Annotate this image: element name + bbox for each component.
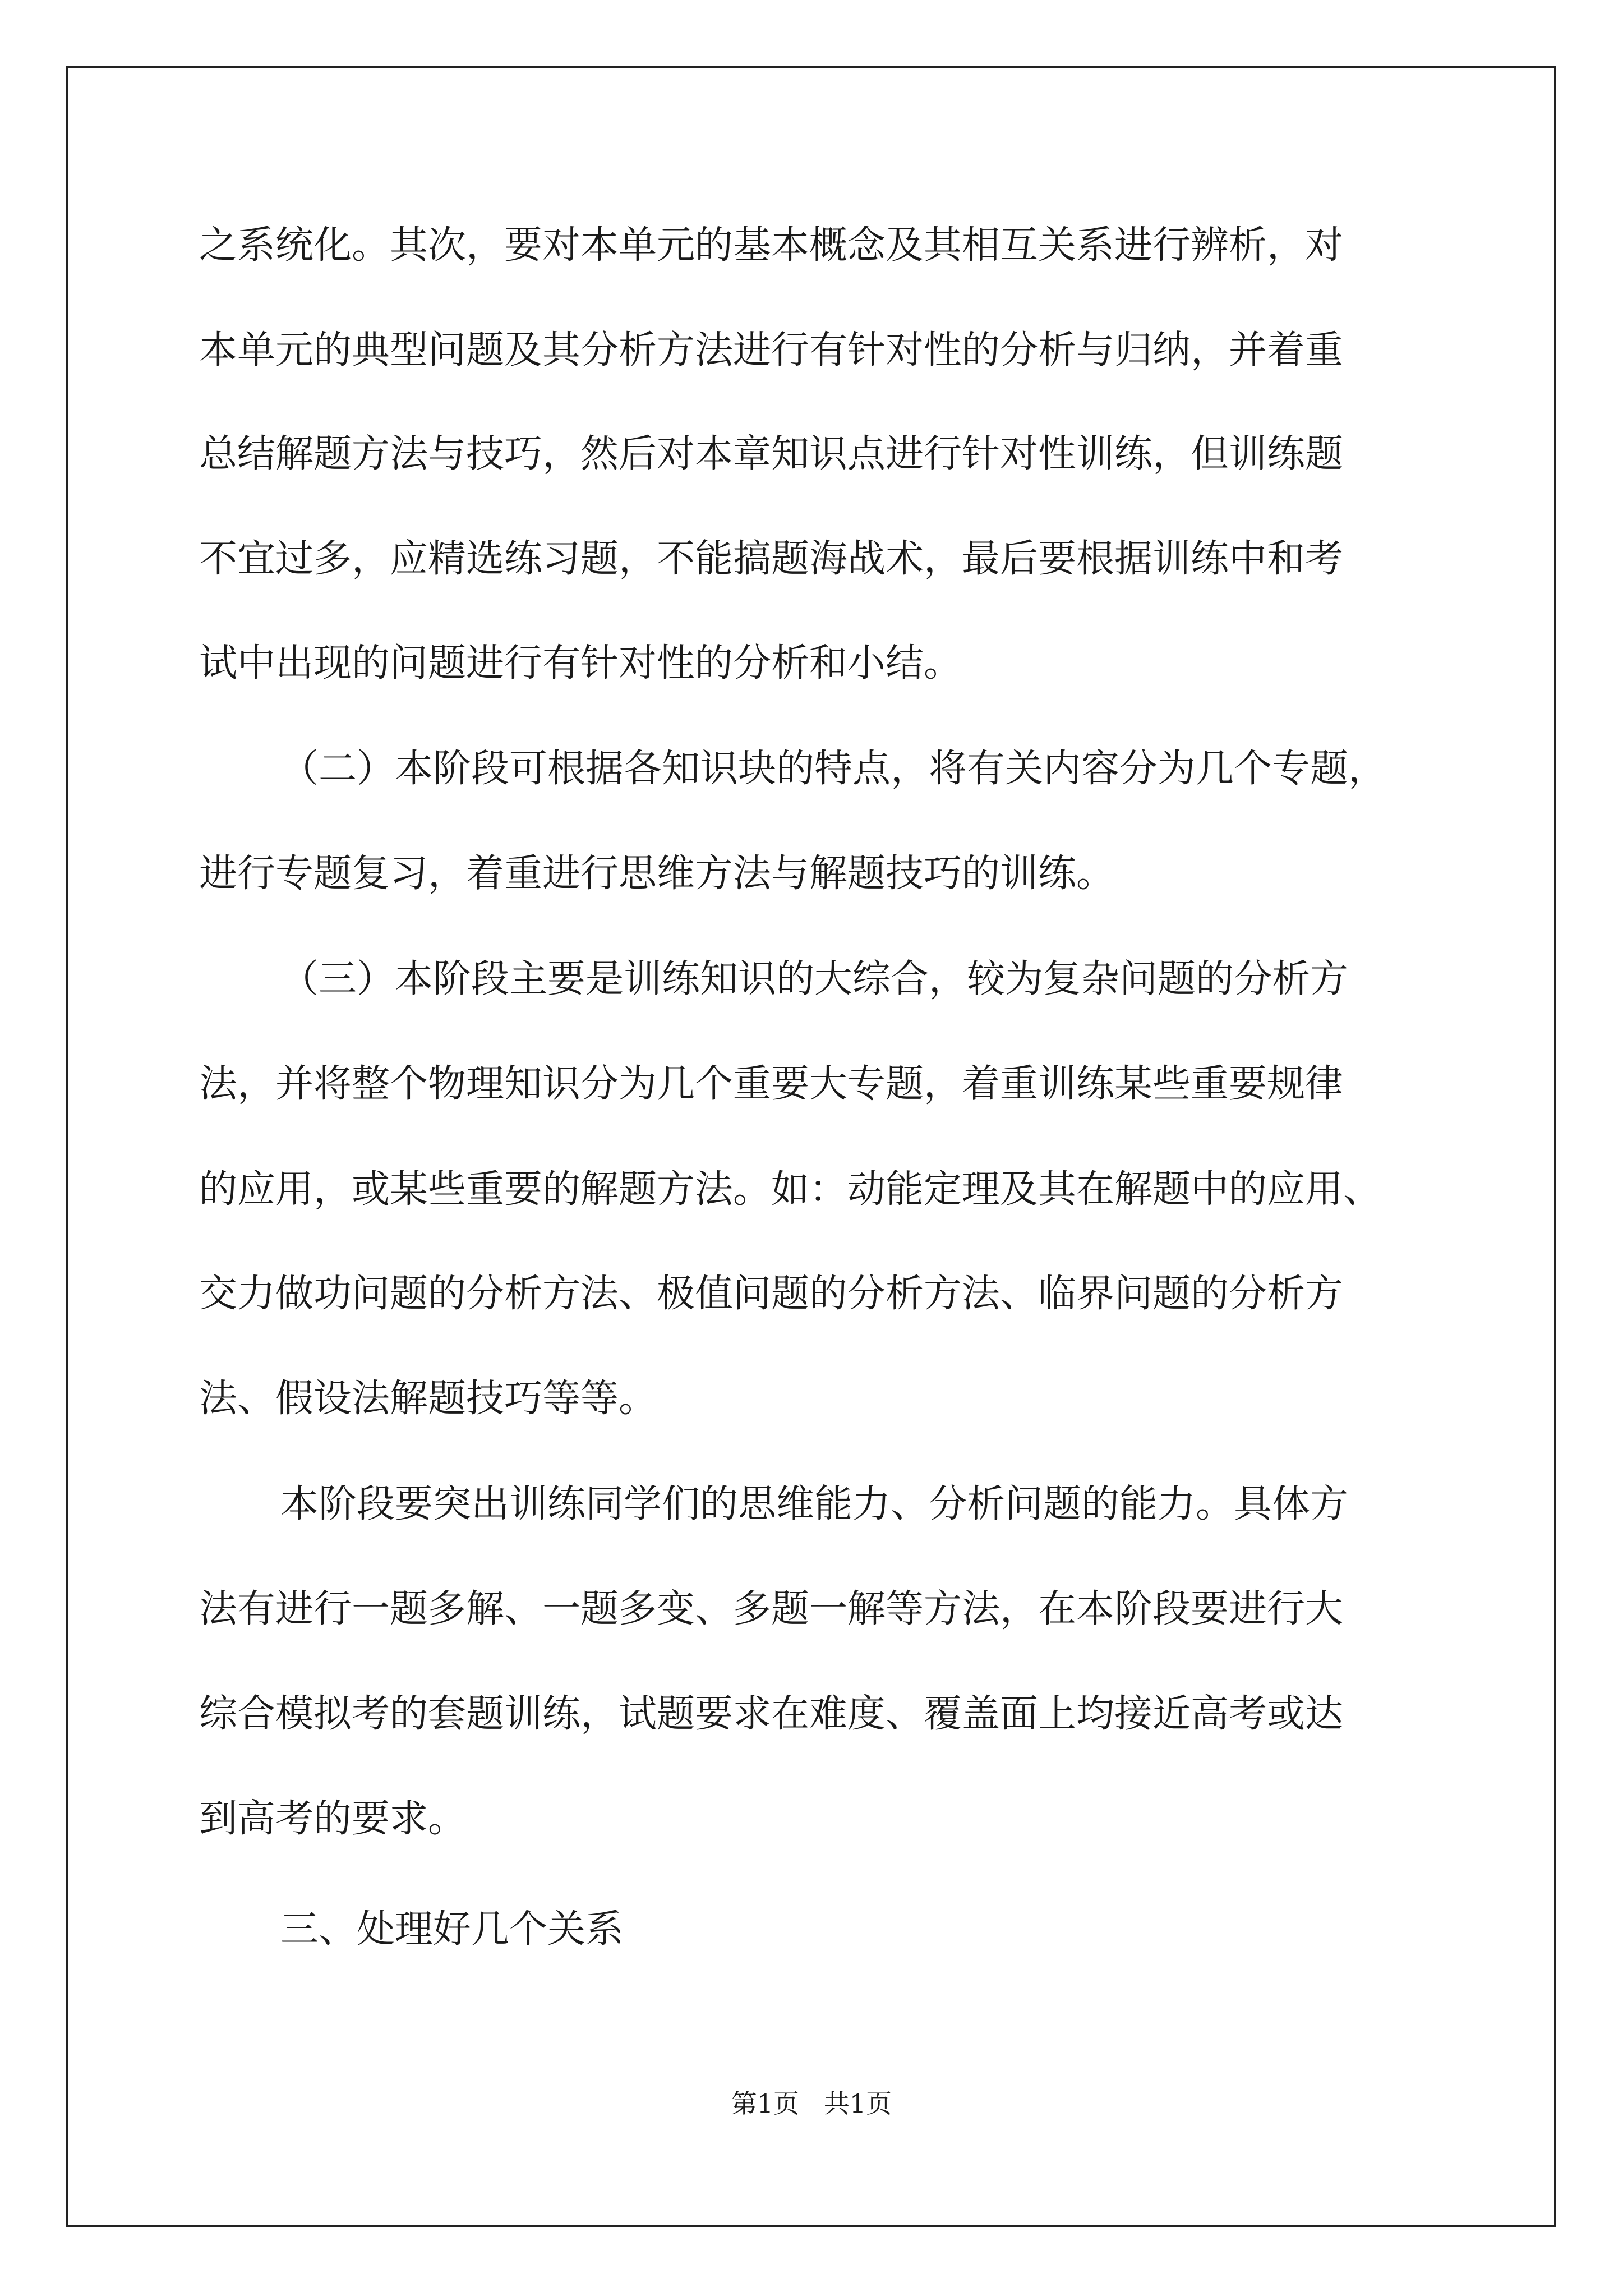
text-line: 试中出现的问题进行有针对性的分析和小结。 <box>199 641 962 685</box>
text-line: 法有进行一题多解、一题多变、多题一解等方法，在本阶段要进行大 <box>199 1587 1344 1631</box>
page-footer: 第1页 共1页 <box>731 2088 892 2119</box>
text-line: 进行专题复习，着重进行思维方法与解题技巧的训练。 <box>199 852 1115 896</box>
text-line: 到高考的要求。 <box>199 1797 467 1841</box>
text-line: 本单元的典型问题及其分析方法进行有针对性的分析与归纳，并着重 <box>199 328 1344 372</box>
text-line: 总结解题方法与技巧，然后对本章知识点进行针对性训练，但训练题 <box>199 432 1344 476</box>
page-border <box>66 66 1556 2227</box>
section-heading: 三、处理好几个关系 <box>280 1907 624 1952</box>
paragraph-start-line: （二）本阶段可根据各知识块的特点，将有关内容分为几个专题， <box>280 747 1387 791</box>
text-line: 交力做功问题的分析方法、极值问题的分析方法、临界问题的分析方 <box>199 1272 1344 1316</box>
text-line: 之系统化。其次，要对本单元的基本概念及其相互关系进行辨析，对 <box>199 223 1344 268</box>
paragraph-start-line: （三）本阶段主要是训练知识的大综合，较为复杂问题的分析方 <box>280 957 1349 1001</box>
text-line: 综合模拟考的套题训练，试题要求在难度、覆盖面上均接近高考或达 <box>199 1692 1344 1736</box>
paragraph-start-line: 本阶段要突出训练同学们的思维能力、分析问题的能力。具体方 <box>280 1482 1349 1526</box>
text-line: 法、假设法解题技巧等等。 <box>199 1377 657 1421</box>
text-line: 不宜过多，应精选练习题，不能搞题海战术，最后要根据训练中和考 <box>199 537 1344 581</box>
text-line: 法，并将整个物理知识分为几个重要大专题，着重训练某些重要规律 <box>199 1062 1344 1106</box>
text-line: 的应用，或某些重要的解题方法。如：动能定理及其在解题中的应用、 <box>199 1167 1382 1212</box>
